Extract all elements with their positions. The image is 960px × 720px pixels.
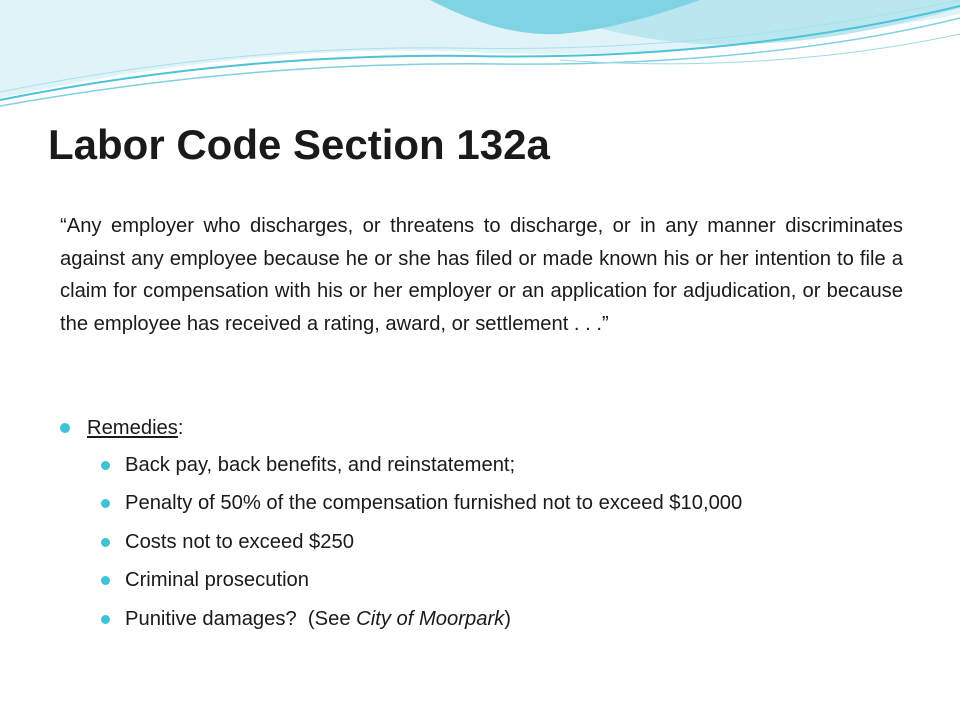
remedies-list	[60, 446, 920, 639]
list-item	[60, 600, 920, 639]
list-item	[60, 562, 920, 601]
list-item	[60, 485, 920, 524]
punitive-suffix: )	[504, 607, 511, 630]
list-item	[60, 446, 920, 485]
list-item-text	[125, 608, 511, 631]
list-item-text: Criminal prosecution	[125, 569, 310, 592]
list-item	[60, 523, 920, 562]
bullet-icon	[60, 423, 70, 433]
bullet-icon	[101, 538, 110, 547]
statute-quote: “Any employer who discharges, or threatens to discharge, or in any manner discriminates against any employee because he or she has filed or made known his or her intention to file a claim for compensation with his or her employer or an application for adjudication, or because the employee has received a rating, award, or settlement . . .”	[60, 215, 903, 335]
case-name: City of Moorpark	[356, 607, 505, 630]
remedies-colon: :	[177, 416, 184, 439]
bullet-icon	[101, 499, 110, 508]
bullet-icon	[101, 461, 110, 470]
list-item-text: Penalty of 50% of the compensation furnished not to exceed $10,000	[125, 492, 743, 515]
remedies-heading	[60, 410, 920, 446]
slide-title: Labor Code Section 132a	[48, 121, 550, 168]
remedies-label: Remedies	[87, 416, 178, 439]
punitive-prefix: Punitive damages? (See	[125, 607, 357, 630]
remedies-section	[60, 410, 920, 639]
bullet-icon	[101, 576, 110, 585]
list-item-text: Back pay, back benefits, and reinstatement;	[125, 453, 516, 476]
bullet-icon	[101, 615, 110, 624]
list-item-text: Costs not to exceed $250	[125, 530, 354, 553]
header-wave-decoration	[0, 0, 960, 120]
